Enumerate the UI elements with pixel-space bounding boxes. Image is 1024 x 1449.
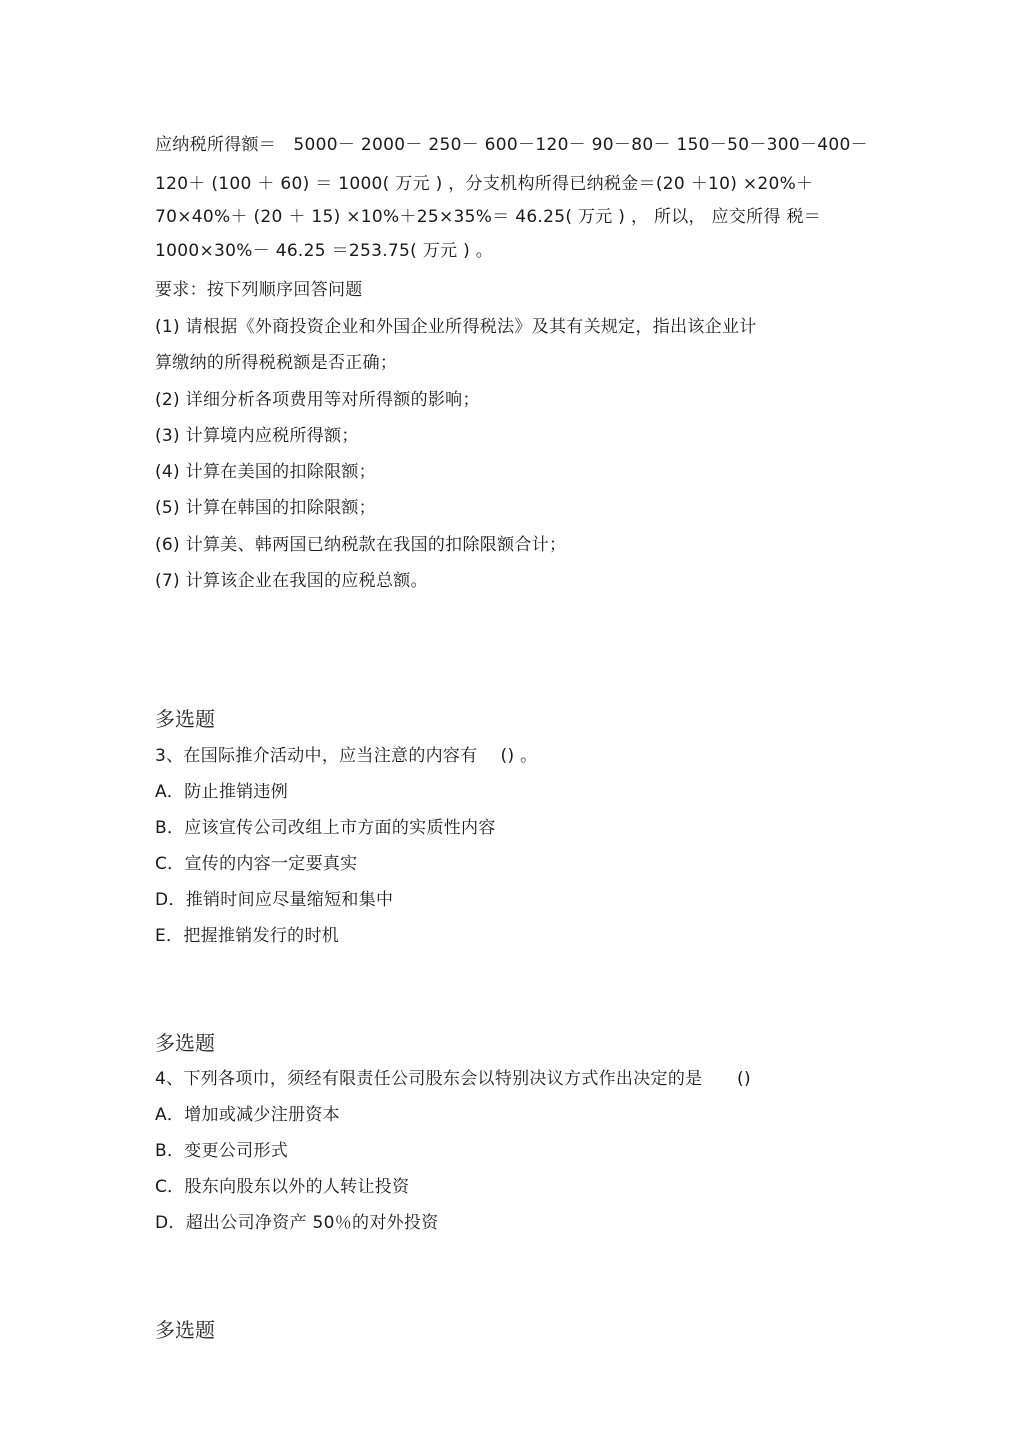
section-heading: 多选题 — [155, 707, 215, 731]
calc-line-2: 120＋ (100 ＋ 60) ＝ 1000( 万元 ) ，分支机构所得已纳税金＝(20 ＋10) ×20%＋ — [155, 174, 814, 194]
question-3-option-b: B．应该宣传公司改组上市方面的实质性内容 — [155, 818, 496, 838]
requirement-item: (1) 请根据《外商投资企业和外国企业所得税法》及其有关规定，指出该企业计 — [155, 317, 757, 337]
requirements-intro: 要求：按下列顺序回答问题 — [155, 280, 363, 300]
requirement-item: (6) 计算美、韩两国已纳税款在我国的扣除限额合计； — [155, 535, 567, 555]
calc-line-4: 1000×30%－ 46.25 ＝253.75( 万元 ) 。 — [155, 241, 494, 261]
question-3-option-e: E．把握推销发行的时机 — [155, 926, 340, 946]
requirement-item: (3) 计算境内应税所得额； — [155, 426, 359, 446]
question-3-option-a: A．防止推销违例 — [155, 782, 289, 802]
requirement-item: (4) 计算在美国的扣除限额； — [155, 462, 376, 482]
question-4-option-c: C．股东向股东以外的人转让投资 — [155, 1177, 410, 1197]
requirement-item: (7) 计算该企业在我国的应税总额。 — [155, 571, 428, 591]
section-heading: 多选题 — [155, 1031, 215, 1055]
section-heading: 多选题 — [155, 1318, 215, 1342]
question-4-option-d: D．超出公司净资产 50％的对外投资 — [155, 1213, 439, 1233]
requirement-item: 算缴纳的所得税税额是否正确； — [155, 353, 398, 373]
calc-line-1: 应纳税所得额＝ 5000－ 2000－ 250－ 600－120－ 90－80－ 150－50－300－400－ — [155, 135, 868, 155]
question-3-option-c: C．宣传的内容一定要真实 — [155, 854, 358, 874]
question-4-option-a: A．增加或减少注册资本 — [155, 1105, 340, 1125]
requirement-item: (2) 详细分析各项费用等对所得额的影响； — [155, 390, 480, 410]
question-4-option-b: B．变更公司形式 — [155, 1141, 289, 1161]
question-3-text: 3、在国际推介活动中，应当注意的内容有 () 。 — [155, 746, 538, 766]
question-4-text: 4、下列各项巾，须经有限责任公司股东会以特别决议方式作出决定的是 () — [155, 1069, 751, 1089]
requirement-item: (5) 计算在韩国的扣除限额； — [155, 498, 376, 518]
calc-line-3: 70×40%＋ (20 ＋ 15) ×10%＋25×35%＝ 46.25( 万元 ) ， 所以， 应交所得 税＝ — [155, 207, 822, 227]
question-3-option-d: D．推销时间应尽量缩短和集中 — [155, 890, 394, 910]
